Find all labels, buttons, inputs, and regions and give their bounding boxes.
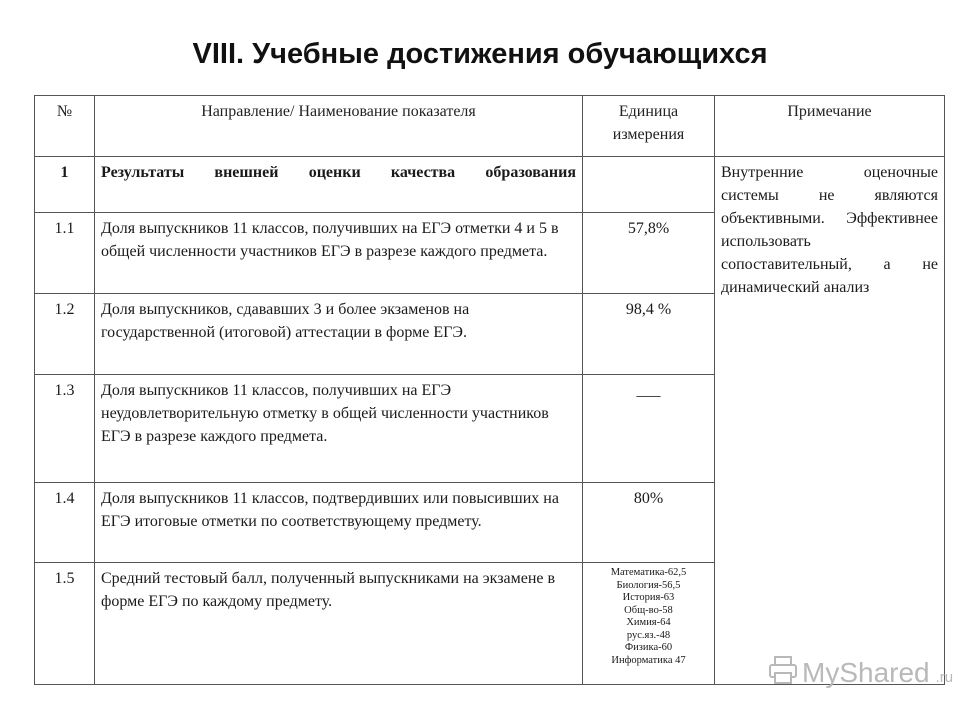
subject-score: Биология-56,5: [616, 579, 681, 591]
row-value: [583, 375, 715, 483]
table-header-row: [35, 96, 945, 157]
row-num: 1.4: [35, 483, 95, 563]
row-num: 1.2: [35, 294, 95, 375]
row-num: 1: [35, 157, 95, 213]
subject-score: Математика-62,5: [610, 567, 687, 578]
subject-score: Химия-64: [626, 617, 671, 628]
subject-score: Общ-во-58: [624, 604, 673, 616]
subject-score: Информатика 47: [611, 654, 686, 666]
row-name: Доля выпускников, сдававших 3 и более экзаменов на государственной (итоговой) аттестации в форме ЕГЭ.: [95, 294, 583, 375]
header-unit: Единица измерения: [583, 96, 715, 157]
subject-score: Физика-60: [624, 642, 673, 653]
watermark-text: MyShared: [802, 657, 930, 688]
printer-icon: [768, 655, 798, 692]
subject-score: рус.яз.-48: [626, 629, 671, 641]
row-value: 98,4 %: [583, 294, 715, 375]
watermark: [768, 655, 953, 691]
row-name: Доля выпускников 11 классов, подтвердивших или повысивших на ЕГЭ итоговые отметки по соответствующему предмету.: [95, 483, 583, 563]
row-name: Средний тестовый балл, полученный выпускниками на экзамене в форме ЕГЭ по каждому предмету.: [95, 563, 583, 685]
achievements-table: [34, 95, 945, 685]
watermark-tld: .ru: [935, 668, 954, 686]
row-name: Доля выпускников 11 классов, получивших на ЕГЭ отметки 4 и 5 в общей численности участников ЕГЭ в разрезе каждого предмета.: [95, 213, 583, 294]
row-value: [583, 157, 715, 213]
page-title: VIII. Учебные достижения обучающихся: [192, 38, 768, 70]
row-value: 80%: [583, 483, 715, 563]
row-value: 57,8%: [583, 213, 715, 294]
subject-score: История-63: [622, 592, 675, 603]
header-num: №: [35, 96, 95, 157]
row-num: 1.3: [35, 375, 95, 483]
row-name: Результаты внешней оценки качества образования: [95, 157, 583, 213]
table-row: [35, 157, 945, 213]
row-num: 1.1: [35, 213, 95, 294]
subject-scores: [583, 563, 715, 685]
header-note: Примечание: [715, 96, 945, 157]
row-value-text: ___: [636, 382, 661, 399]
note-cell: Внутренние оценочные системы не являются объективными. Эффективнее использовать сопоставительный, а не динамический анализ: [715, 157, 945, 685]
row-num: 1.5: [35, 563, 95, 685]
header-name: Направление/ Наименование показателя: [95, 96, 583, 157]
row-name: Доля выпускников 11 классов, получивших на ЕГЭ неудовлетворительную отметку в общей численности участников ЕГЭ в разрезе каждого предмета.: [95, 375, 583, 483]
